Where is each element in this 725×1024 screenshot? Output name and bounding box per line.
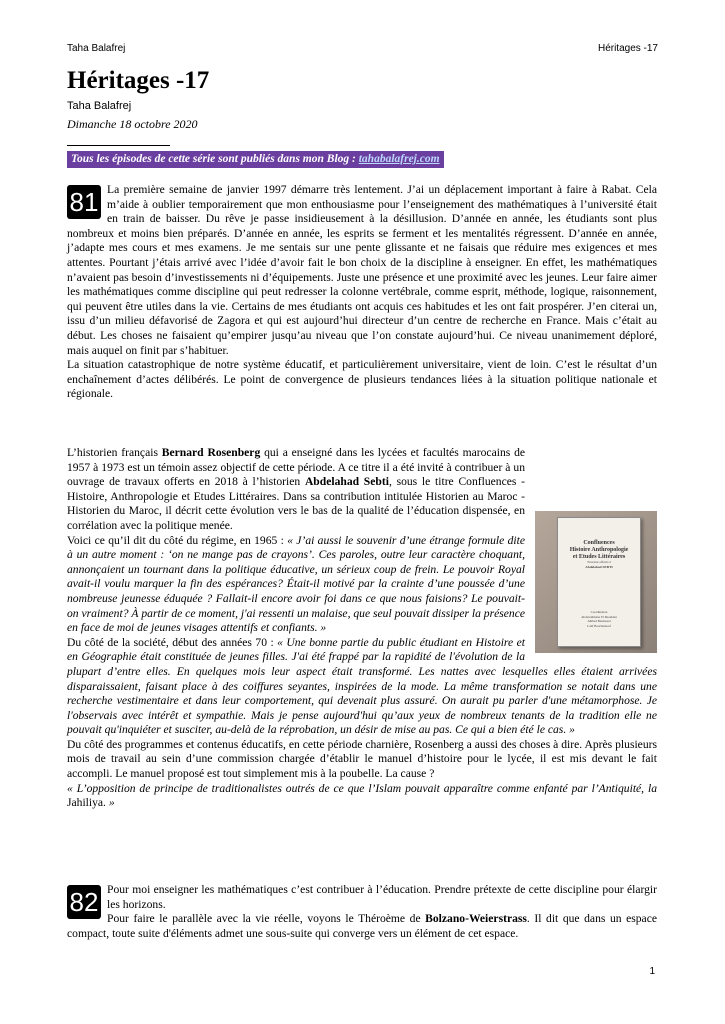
- book-title: Confluences Histoire Anthropologie et Etudes Littéraires: [569, 540, 629, 560]
- history-paragraph-4: Du côté des programmes et contenus éducatifs, en cette période charnière, Rosenberg a aussi des choses à dire. Après plusieurs mois de travail au sein d’une commission chargée d’établir le manuel d’histoire pour le lycée, il est mis devant le fait accompli. Le manuel proposé est tout simplement mis à la poubelle. La cause ?: [67, 737, 657, 781]
- running-header: [67, 43, 658, 57]
- header-author: Taha Balafrej: [67, 43, 126, 54]
- history-paragraph-1: L’historien français Bernard Rosenberg qui a enseigné dans les lycées et facultés marocains de 1957 à 1973 est un témoin assez objectif de cette période. A ce titre il a été invité à contribuer à un ouvrage de travaux offerts en 2018 à l’historien Abdelahad Sebti, sous le titre Confluences - Histoire, Anthropologie et Etudes Littéraires. Dans sa contribution intitulée Historien au Maroc - Historien du Maroc, il décrit cette évolution vers le bas de la qualité de l’éducation dispensée, en corrélation avec la politique menée.: [67, 446, 526, 532]
- document-author: Taha Balafrej: [67, 100, 132, 112]
- quote: « Une bonne partie du public étudiant en Histoire et en Géographie était constituée de jeunes filles. J'ai été frappé par la rapidité de l'évolution de la plupart d’entre elles. En quelques mois leur aspect était transformé. Les nattes avec lesquelles elles étaient arrivées disparaissaient, faisant place à des coiffures seyantes, inspirées de la mode. La même transformation se notait dans une recherche vestimentaire et dans leur comportement, qui devenait plus assuré. On aurait pu parler d'une métamorphose. Je l'observais avec intérêt et sympathie. Mais je pense aujourd'hui qu’aux yeux de nombreux tenants de la tradition elle ne pouvait qu'inquiéter et susciter, au-delà de la réprobation, un désir de mise au pas. Ce qui a bien été le cas. »: [67, 635, 657, 737]
- blog-link[interactable]: tahabalafrej.com: [358, 153, 440, 165]
- history-section: [67, 446, 657, 811]
- episode-82-paragraph-2: Pour faire le parallèle avec la vie réelle, voyons le Théroème de Bolzano-Weierstrass. Il dit que dans un espace compact, toute suite d'éléments admet une sous-suite qui converge vers un élément de cet espace.: [67, 912, 657, 940]
- episode-number-badge: 82: [67, 885, 101, 919]
- document-title: Héritages -17: [67, 67, 210, 94]
- person-name: Bernard Rosenberg: [161, 446, 261, 459]
- book-coordinators: Coordination Abderrahmane El Moudden Ahmed Bendaoud Latif Bouchentouf: [581, 610, 617, 628]
- history-paragraph-3: Du côté de la société, début des années 70 : « Une bonne partie du public étudiant en Histoire et en Géographie était constituée de jeunes filles. J'ai été frappé par la rapidité de l'évolution de la plupart d’entre elles. En quelques mois leur aspect était transformé. Les nattes avec lesquelles elles étaient arrivées disparaissaient, faisant place à des coiffures seyantes, inspirées de la mode. La même transformation se notait dans une recherche vestimentaire et dans leur comportement, qui devenait plus assuré. On aurait pu parler d'une métamorphose. Je l'observais avec intérêt et sympathie. Mais je pense aujourd'hui qu’aux yeux de nombreux tenants de la tradition elle ne pouvait qu'inquiéter et susciter, au-delà de la réprobation, un désir de mise au pas. Ce qui a bien été le cas. »: [67, 635, 657, 737]
- blog-banner-text: Tous les épisodes de cette série sont publiés dans mon Blog :: [71, 153, 359, 165]
- blog-banner: [67, 151, 444, 168]
- header-title: Héritages -17: [597, 43, 658, 54]
- document-date: Dimanche 18 octobre 2020: [67, 117, 198, 131]
- quote: « J’ai aussi le souvenir d’une étrange formule dite à un autre moment : ‘on ne mange pas de crayons’. Ces paroles, outre leur caractère choquant, annonçaient un tournant dans la politique éducative, un sérieux coup de frein. Le pouvoir Royal avait-il voulu marquer la fin des espérances? Était-il motivé par la crainte d’une poussée d’une nombreuse jeunesse éduquée ? Fallait-il encore avoir foi dans ce que nous faisions? Le pouvait-on vraiment? À partir de ce moment, j'ai ressenti un malaise, que seul pouvait dissiper la présence en face de moi de jeunes visages attentifs et confiants. »: [67, 533, 525, 635]
- book-cover-photo: [535, 511, 657, 653]
- title-divider: [67, 145, 170, 146]
- history-paragraph-5: « L’opposition de principe de traditionalistes outrés de ce que l’Islam pouvait apparaître comme enfanté par l’Antiquité, la Jahiliya. »: [67, 781, 657, 810]
- book-cover: [557, 517, 641, 647]
- person-name: Abdelahad Sebti: [304, 475, 389, 489]
- episode-82-section: [67, 883, 657, 941]
- history-paragraph-2: Voici ce qu’il dit du côté du régime, en 1965 : « J’ai aussi le souvenir d’une étrange formule dite à un autre moment : ‘on ne mange pas de crayons’. Ces paroles, outre leur caractère choquant, annonçaient un tournant dans la politique éducative, un sérieux coup de frein. Le pouvoir Royal avait-il voulu marquer la fin des espérances? Était-il motivé par la crainte d’une poussée d’une nombreuse jeunesse éduquée ? Fallait-il encore avoir foi dans ce que nous faisions? Le pouvait-on vraiment? À partir de ce moment, j'ai ressenti un malaise, que seul pouvait dissiper la présence en face de moi de jeunes visages attentifs et confiants. »: [67, 533, 525, 635]
- episode-81-section: [67, 183, 657, 402]
- quote: « L’opposition de principe de traditionalistes outrés de ce que l’Islam pouvait apparaître comme enfanté par l’Antiquité, la: [67, 781, 657, 795]
- episode-81-paragraph-2: La situation catastrophique de notre système éducatif, et particulièrement universitaire, vient de loin. C’est le résultat d’un enchaînement d’actes délibérés. Le point de convergence de plusieurs tendances liées à la situation politique nationale et régionale.: [67, 358, 657, 401]
- episode-number-badge: 81: [67, 185, 101, 219]
- episode-82-paragraph-1: Pour moi enseigner les mathématiques c’est contribuer à l’éducation. Prendre prétexte de cette discipline pour élargir les horizons.: [107, 883, 657, 911]
- page-number: 1: [649, 966, 655, 977]
- theorem-name: Bolzano-Weierstrass: [425, 912, 527, 926]
- book-subtitle: Travaux offerts à Abdelahad SEBTI: [585, 560, 613, 569]
- episode-81-paragraph-1: La première semaine de janvier 1997 démarre très lentement. J’ai un déplacement important à faire à Rabat. Cela m’aide à oublier temporairement que mon enthousiasme pour l’enseignement des mathématiques à l’université était en train de baisser. Du rêve je passe insidieusement à la désillusion. D’année en année, les étudiants sont plus nombreux et moins bien préparés. D’année en année, les esprits se ferment et les mentalités régressent. D’année en année, j’adapte mes cours et mes examens. Je me sentais sur une pente glissante et ne faisais que réduire mes exigences et mes attentes. Pourtant j’étais arrivé avec l’idée d’avoir fait le bon choix de la discipline à enseigner. En effet, les mathématiques n’avaient pas besoin d’investissements ni d’équipements. Juste une présence et une proximité avec les jeunes. Leur faire aimer les mathématiques comme discipline qui peut redresser la colonne vertébrale, comme esprit, méthode, logique, raisonnement, qui peuvent être utiles dans la vie. Certains de mes étudiants ont acquis ces habitudes et les ont fait prospérer. J’en citerai un, issu d’un milieu défavorisé de Zagora et qui est aujourd’hui directeur d’un centre de recherche en France. Mais c’était au début. Les choses ne faisaient qu’empirer jusqu’au niveau que l’on constate aujourd’hui. Ce niveau unanimement déploré, mais auquel on finit par s’habituer.: [67, 183, 657, 357]
